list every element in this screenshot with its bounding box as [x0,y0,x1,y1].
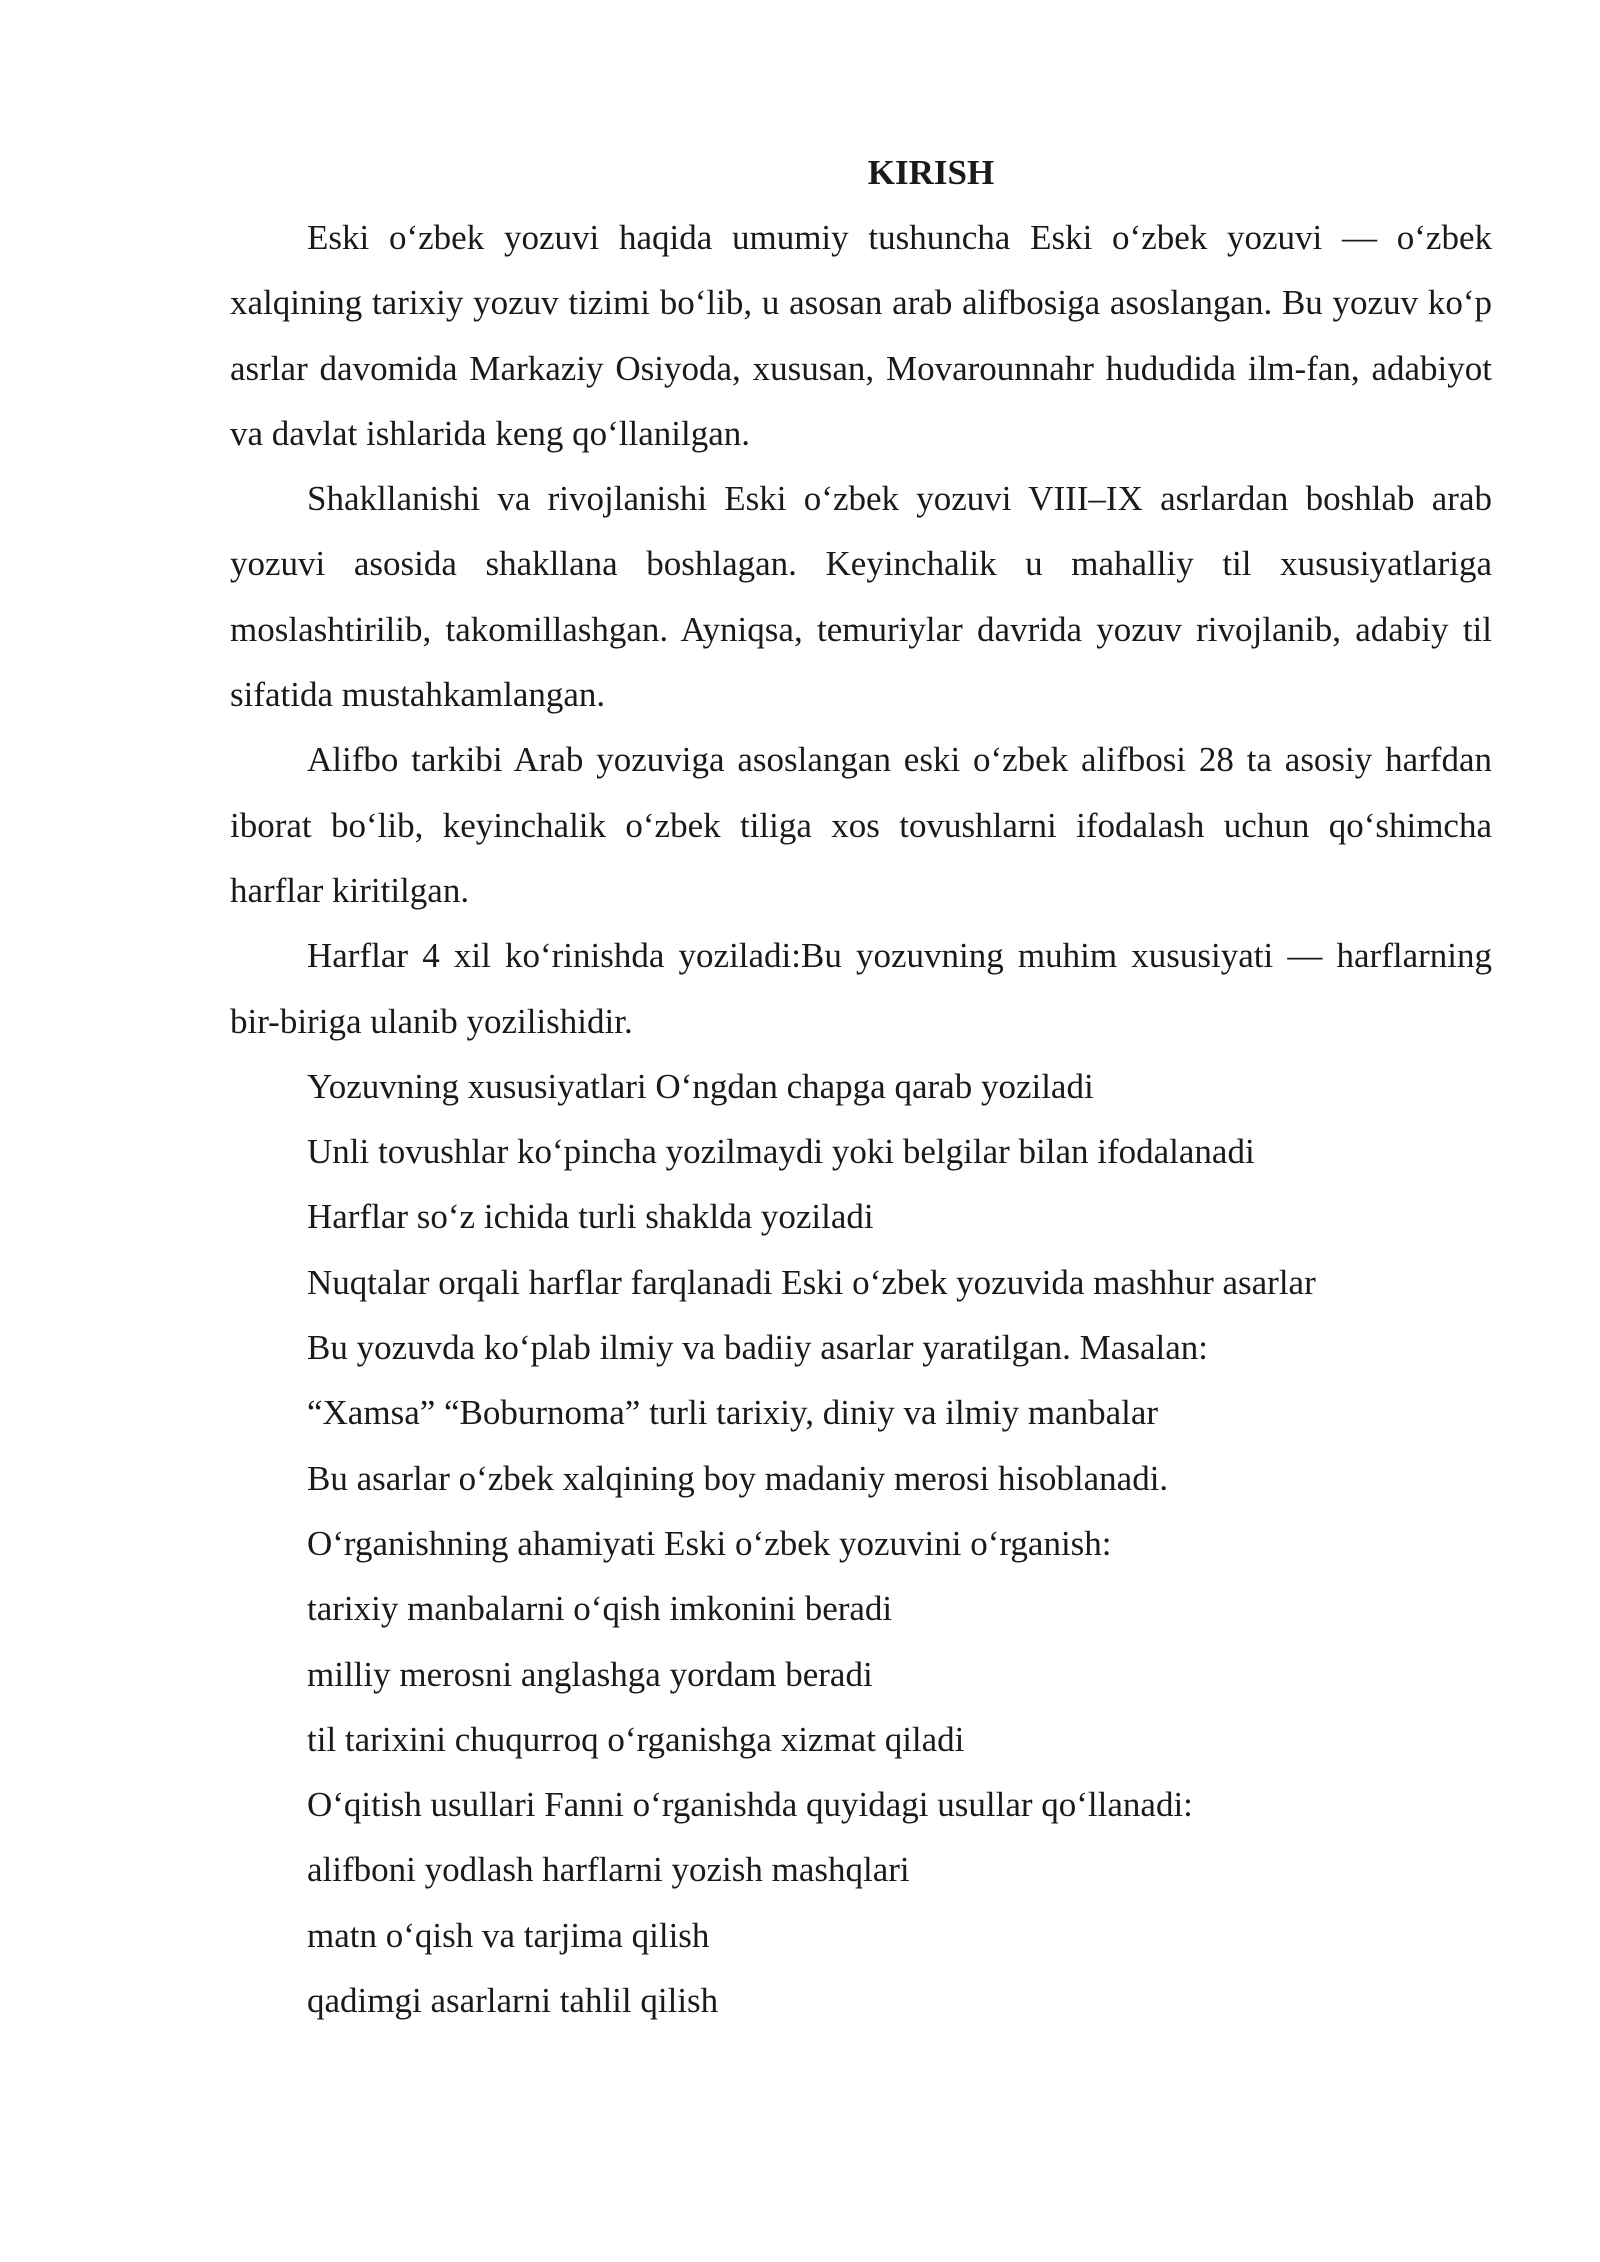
paragraph: Alifbo tarkibi Arab yozuviga asoslangan eski o‘zbek alifbosi 28 ta asosiy harfdan iborat bo‘lib, keyinchalik o‘zbek tiliga xos tovushlarni ifodalash uchun qo‘shimcha harflar kiritilgan. [230,740,1492,910]
text-line: O‘qitish usullari Fanni o‘rganishda quyidagi usullar qo‘llanadi: [307,1785,1193,1825]
text-line: Yozuvning xususiyatlari O‘ngdan chapga qarab yoziladi [307,1066,1094,1106]
text-line: Harflar so‘z ichida turli shaklda yoziladi [307,1197,874,1237]
text-line: Bu yozuvda ko‘plab ilmiy va badiiy asarlar yaratilgan. Masalan: [307,1328,1208,1368]
text-line: alifboni yodlash harflarni yozish mashqlari [307,1850,910,1890]
paragraph: Eski o‘zbek yozuvi haqida umumiy tushuncha Eski o‘zbek yozuvi — o‘zbek xalqining tarixiy yozuv tizimi bo‘lib, u asosan arab alifbosiga asoslangan. Bu yozuv ko‘p asrlar davomida Markaziy Osiyoda, xususan, Movarounnahr hududida ilm-fan, adabiyot va davlat ishlarida keng qo‘llanilgan. [230,218,1492,453]
text-line: Unli tovushlar ko‘pincha yozilmaydi yoki belgilar bilan ifodalanadi [307,1132,1255,1172]
text-line: til tarixini chuqurroq o‘rganishga xizmat qiladi [307,1719,965,1759]
text-line: tarixiy manbalarni o‘qish imkonini beradi [307,1589,893,1629]
paragraph: Harflar 4 xil ko‘rinishda yoziladi:Bu yozuvning muhim xususiyati — harflarning bir-biriga ulanib yozilishidir. [230,936,1492,1041]
text-line: milliy merosni anglashga yordam beradi [307,1654,873,1694]
text-line: matn o‘qish va tarjima qilish [307,1915,710,1955]
document-page [230,140,1492,2033]
text-line: O‘rganishning ahamiyati Eski o‘zbek yozuvini o‘rganish: [307,1523,1112,1563]
text-line: qadimgi asarlarni tahlil qilish [307,1981,719,2021]
text-line: “Xamsa” “Boburnoma” turli tarixiy, diniy va ilmiy manbalar [307,1393,1159,1433]
paragraph: Shakllanishi va rivojlanishi Eski o‘zbek yozuvi VIII–IX asrlardan boshlab arab yozuvi asosida shakllana boshlagan. Keyinchalik u mahalliy til xususiyatlariga moslashtirilib, takomillashgan. Ayniqsa, temuriylar davrida yozuv rivojlanib, adabiy til sifatida mustahkamlangan. [230,479,1492,715]
text-line: Bu asarlar o‘zbek xalqining boy madaniy merosi hisoblanadi. [307,1458,1169,1498]
document-title: KIRISH [867,153,995,192]
text-line: Nuqtalar orqali harflar farqlanadi Eski o‘zbek yozuvida mashhur asarlar [307,1262,1316,1302]
